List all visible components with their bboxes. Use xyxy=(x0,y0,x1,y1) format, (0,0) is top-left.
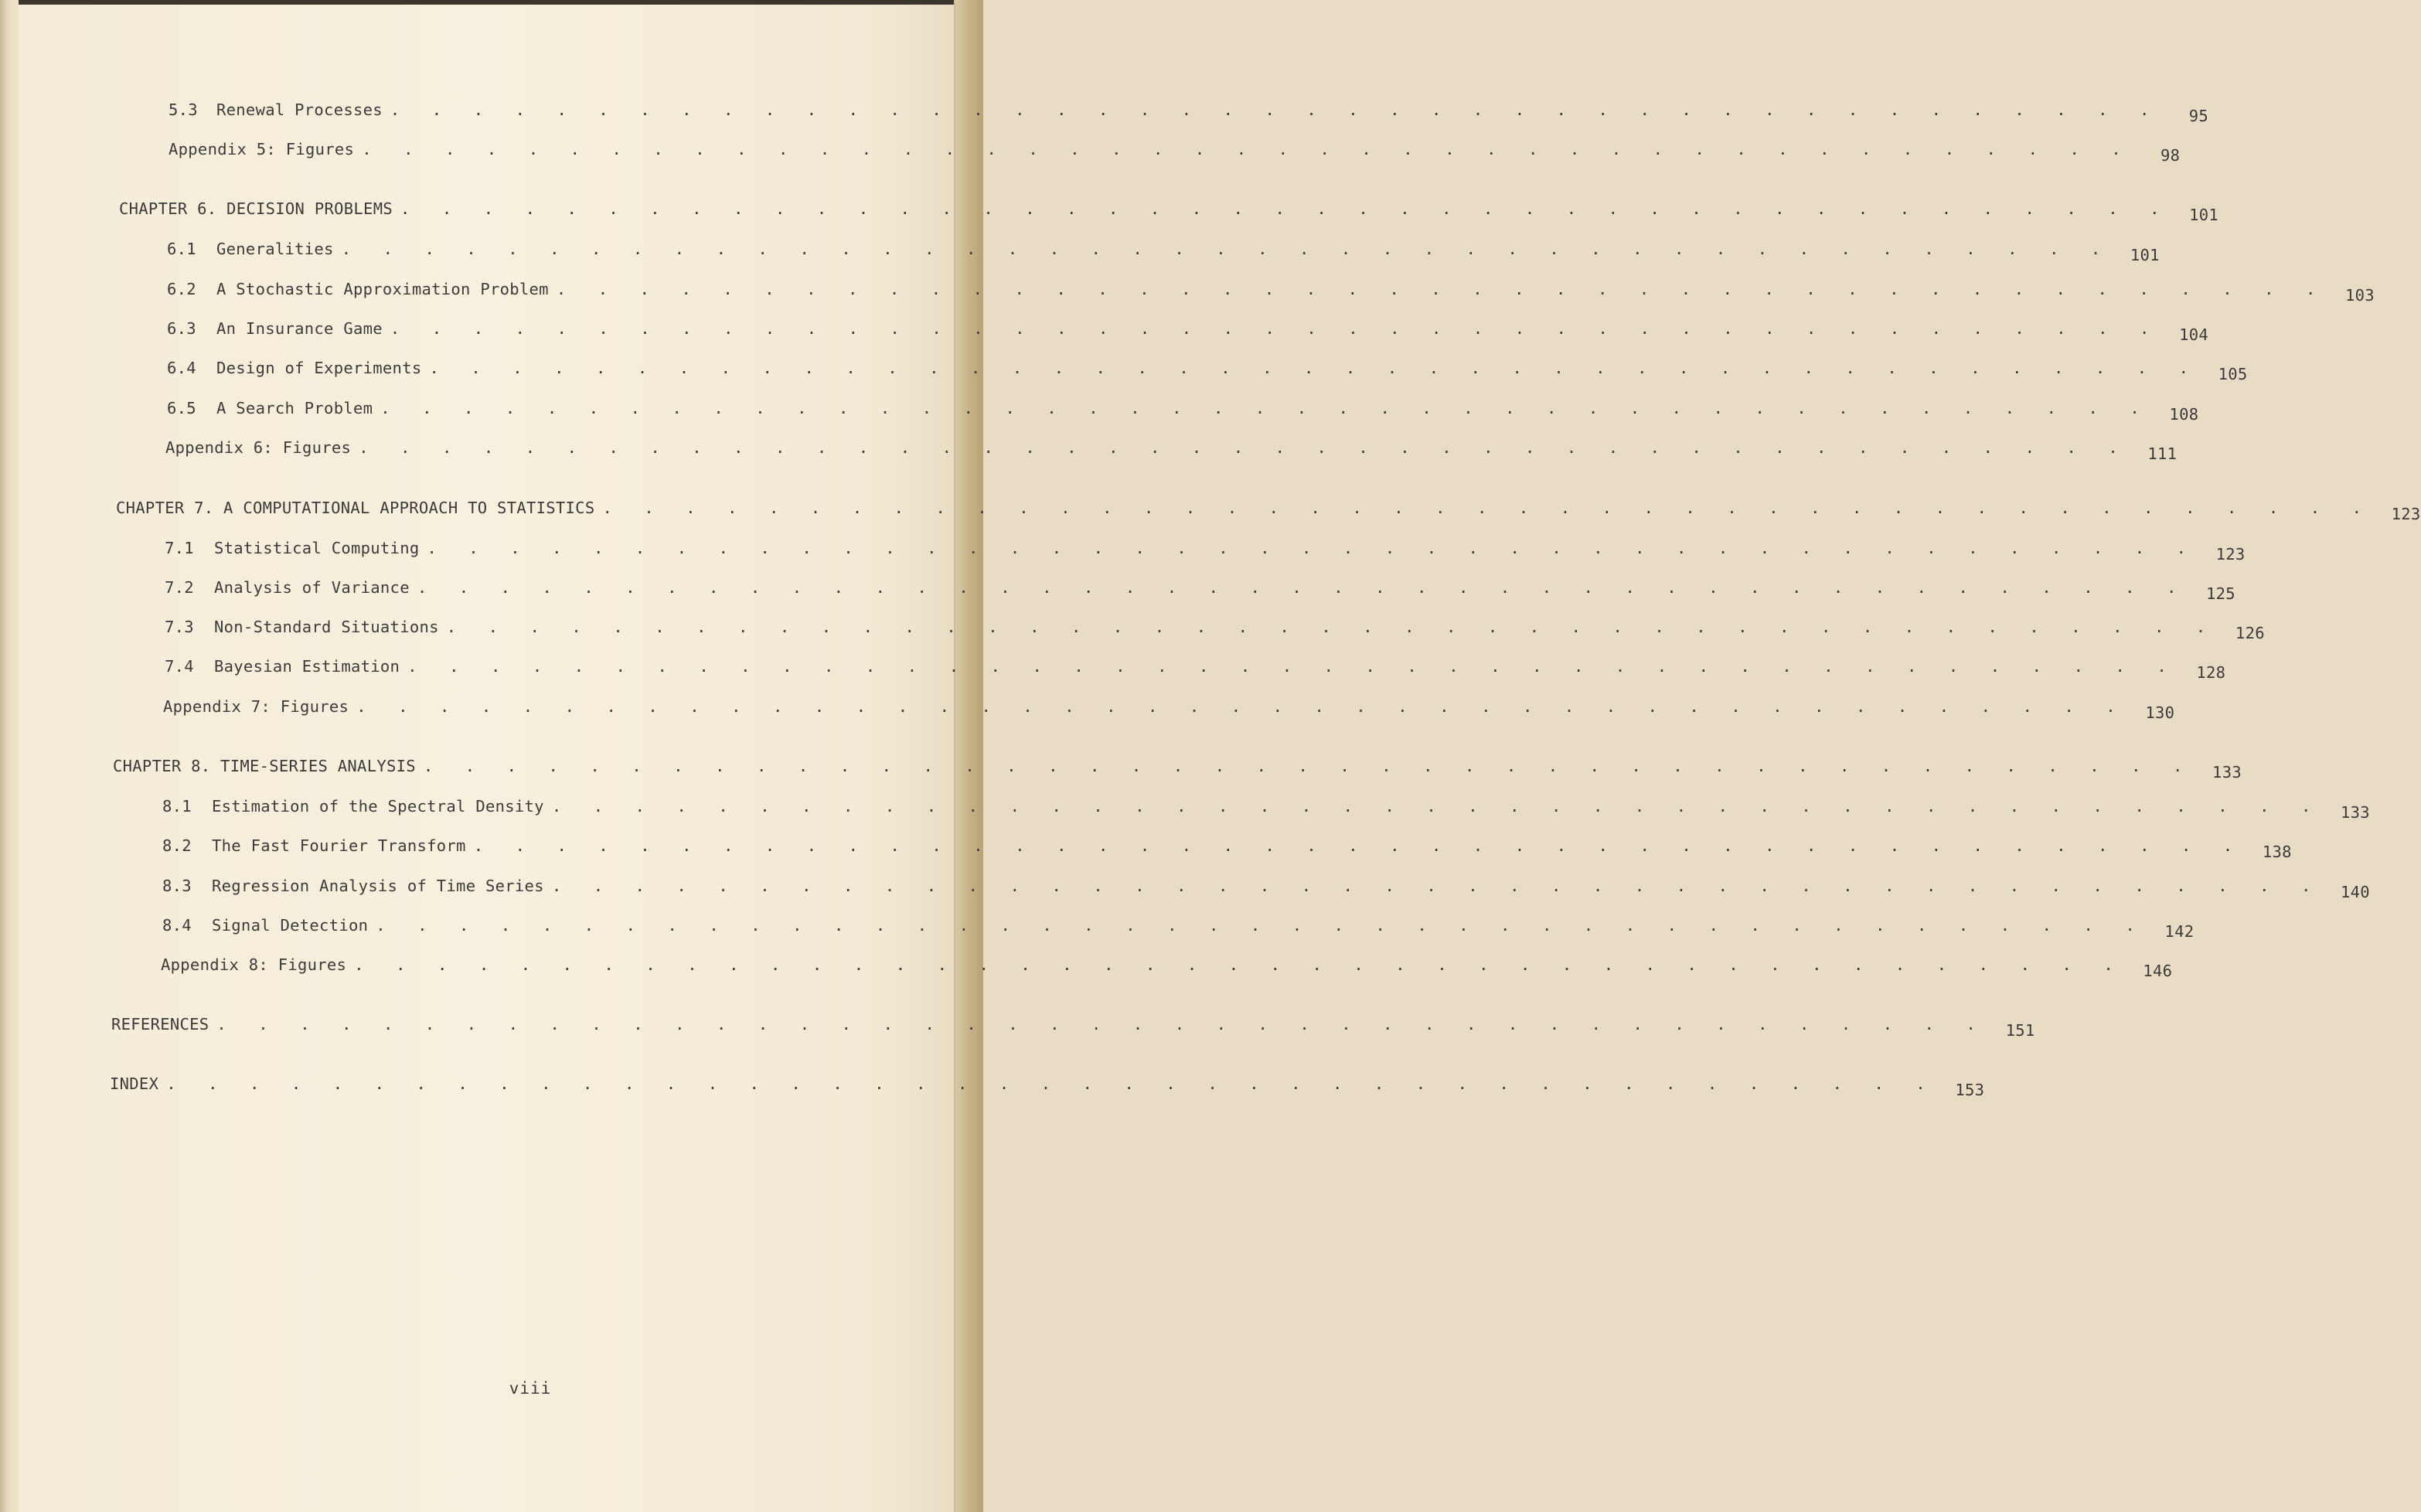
toc-entry xyxy=(169,140,2181,165)
page-folio: viii xyxy=(509,1379,552,1398)
toc-entry-title: CHAPTER 8. TIME-SERIES ANALYSIS xyxy=(113,757,416,775)
toc-entry-number: 6.1 xyxy=(167,240,196,258)
toc-entry-label xyxy=(167,359,421,377)
toc-entry-number: 8.4 xyxy=(162,916,192,935)
toc-entry-label xyxy=(167,319,383,338)
toc-entry-title: A Search Problem xyxy=(216,399,373,417)
toc-entry-label xyxy=(165,578,410,597)
toc-entry-label xyxy=(167,399,373,417)
toc-entry-label xyxy=(162,916,368,935)
toc-entry-title: Renewal Processes xyxy=(216,100,383,119)
toc-entry xyxy=(162,877,2370,901)
toc-entry-number: 5.3 xyxy=(169,100,198,119)
toc-entry-number: 8.3 xyxy=(162,877,192,895)
toc-entry xyxy=(162,916,2195,941)
toc-entry xyxy=(167,399,2199,424)
toc-entry xyxy=(167,240,2160,264)
toc-entry-page: 111 xyxy=(2147,444,2178,463)
toc-entry-page: 142 xyxy=(2164,922,2195,941)
toc-entry xyxy=(161,955,2173,980)
toc-entry-number: 8.2 xyxy=(162,836,192,855)
toc-entry-page: 128 xyxy=(2196,663,2226,682)
leader-dots: . . . . . . . . . . . . . . . . . . . . . . . . . . . . . . . . . . . . . . . . . . . xyxy=(354,955,2125,974)
toc-entry-title: A Stochastic Approximation Problem xyxy=(216,280,549,298)
toc-entry-label xyxy=(167,240,334,258)
toc-entry-number: 8.1 xyxy=(162,797,192,816)
leader-dots: . . . . . . . . . . . . . . . . . . . . . . . . . . . . . . . . . . . . . . . . . . . xyxy=(216,1015,1987,1034)
toc-entry-label xyxy=(110,1074,158,1093)
toc-entry-label xyxy=(165,618,439,636)
toc-entry xyxy=(163,697,2175,722)
toc-entry-number: 6.2 xyxy=(167,280,196,298)
leader-dots: . . . . . . . . . . . . . . . . . . . . . . . . . . . . . . . . . . . . . . . . . . . xyxy=(423,757,2194,775)
toc-entry-title: Bayesian Estimation xyxy=(214,657,400,676)
toc-entry-page: 103 xyxy=(2344,286,2375,305)
toc-entry-number: 6.4 xyxy=(167,359,196,377)
toc-entry-page: 133 xyxy=(2212,763,2242,782)
toc-entry xyxy=(165,618,2265,642)
toc-entry-page: 123 xyxy=(2391,505,2421,523)
leader-dots: . . . . . . . . . . . . . . . . . . . . . . . . . . . . . . . . . . . . . . . . . . . xyxy=(417,578,2188,597)
leader-dots: . . . . . . . . . . . . . . . . . . . . . . . . . . . . . . . . . . . . . . . . . . . xyxy=(362,140,2133,158)
toc-entry-number: 6.5 xyxy=(167,399,196,417)
leader-dots: . . . . . . . . . . . . . . . . . . . . . . . . . . . . . . . . . . . . . . . . . . . xyxy=(390,319,2161,338)
toc-entry-page: 140 xyxy=(2340,883,2370,901)
toc-entry-title: CHAPTER 6. DECISION PROBLEMS xyxy=(119,199,393,218)
toc-entry xyxy=(169,100,2208,125)
leader-dots: . . . . . . . . . . . . . . . . . . . . . . . . . . . . . . . . . . . . . . . . . . . xyxy=(446,618,2217,636)
leader-dots: . . . . . . . . . . . . . . . . . . . . . . . . . . . . . . . . . . . . . . . . . . . xyxy=(166,1074,1937,1093)
leader-dots: . . . . . . . . . . . . . . . . . . . . . . . . . . . . . . . . . . . . . . . . . . . xyxy=(429,359,2200,377)
toc-entry xyxy=(165,657,2226,682)
toc-entry-title: INDEX xyxy=(110,1074,159,1093)
toc-entry-label xyxy=(111,1015,209,1034)
toc-entry-label xyxy=(162,797,544,816)
toc-entry xyxy=(165,539,2246,564)
toc-entry-label xyxy=(162,836,466,855)
toc-entry xyxy=(167,280,2375,305)
toc-entry-page: 104 xyxy=(2179,325,2208,344)
leader-dots: . . . . . . . . . . . . . . . . . . . . . . . . . . . . . . . . . . . . . . . . . . . xyxy=(602,499,2373,517)
toc-entry xyxy=(167,319,2208,344)
toc-entry xyxy=(167,359,2248,383)
toc-entry-title: Appendix 8: Figures xyxy=(161,955,347,974)
toc-entry xyxy=(113,757,2242,782)
toc-entry-label xyxy=(165,539,419,557)
toc-entry-label xyxy=(119,199,393,218)
toc-entry xyxy=(111,1015,2035,1040)
toc-entry-title: Non-Standard Situations xyxy=(214,618,439,636)
toc-entry-title: Statistical Computing xyxy=(214,539,420,557)
toc-entry-label xyxy=(165,657,400,676)
leader-dots: . . . . . . . . . . . . . . . . . . . . . . . . . . . . . . . . . . . . . . . . . . . xyxy=(551,877,2322,895)
toc-entry-label xyxy=(169,140,354,158)
toc-entry-page: 108 xyxy=(2169,405,2199,424)
toc-entry-title: Regression Analysis of Time Series xyxy=(212,877,544,895)
leader-dots: . . . . . . . . . . . . . . . . . . . . . . . . . . . . . . . . . . . . . . . . . . . xyxy=(400,199,2171,218)
toc-entry xyxy=(165,438,2178,463)
toc-entry-page: 151 xyxy=(2005,1021,2035,1040)
toc-entry-page: 130 xyxy=(2145,703,2175,722)
toc-entry-label xyxy=(165,438,351,457)
toc-entry-number: 6.3 xyxy=(167,319,196,338)
toc-entry-title: Generalities xyxy=(216,240,334,258)
toc-entry-label xyxy=(163,697,349,716)
leader-dots: . . . . . . . . . . . . . . . . . . . . . . . . . . . . . . . . . . . . . . . . . . . xyxy=(407,657,2178,676)
toc-entry-label xyxy=(116,499,594,517)
toc-entry xyxy=(162,836,2292,861)
toc-entry-title: REFERENCES xyxy=(111,1015,209,1034)
toc-entry-number: 7.1 xyxy=(165,539,194,557)
leader-dots: . . . . . . . . . . . . . . . . . . . . . . . . . . . . . . . . . . . . . . . . . . . xyxy=(556,280,2327,298)
toc-entry-title: Appendix 7: Figures xyxy=(163,697,349,716)
toc-entry-title: The Fast Fourier Transform xyxy=(212,836,466,855)
toc-entry-number: 7.2 xyxy=(165,578,194,597)
toc-entry-page: 133 xyxy=(2340,803,2370,822)
leader-dots: . . . . . . . . . . . . . . . . . . . . . . . . . . . . . . . . . . . . . . . . . . . xyxy=(356,697,2127,716)
toc-entry-title: CHAPTER 7. A COMPUTATIONAL APPROACH TO STATISTICS xyxy=(116,499,595,517)
toc-entry-title: Signal Detection xyxy=(212,916,369,935)
leader-dots: . . . . . . . . . . . . . . . . . . . . . . . . . . . . . . . . . . . . . . . . . . . xyxy=(341,240,2112,258)
toc-entry xyxy=(165,578,2235,603)
toc-entry-page: 98 xyxy=(2160,146,2181,165)
toc-entry-label xyxy=(162,877,544,895)
toc-entry-title: Appendix 5: Figures xyxy=(169,140,355,158)
toc-entry xyxy=(119,199,2219,224)
leader-dots: . . . . . . . . . . . . . . . . . . . . . . . . . . . . . . . . . . . . . . . . . . . xyxy=(359,438,2130,457)
toc-entry-page: 123 xyxy=(2215,545,2246,564)
toc-entry-page: 153 xyxy=(1955,1081,1985,1099)
toc-entry xyxy=(110,1074,1985,1099)
toc-entry xyxy=(116,499,2421,523)
toc-entry-page: 138 xyxy=(2262,843,2292,861)
toc-entry-label xyxy=(167,280,549,298)
leader-dots: . . . . . . . . . . . . . . . . . . . . . . . . . . . . . . . . . . . . . . . . . . . xyxy=(376,916,2147,935)
toc-entry-title: Appendix 6: Figures xyxy=(165,438,352,457)
toc-entry-label xyxy=(161,955,346,974)
leader-dots: . . . . . . . . . . . . . . . . . . . . . . . . . . . . . . . . . . . . . . . . . . . xyxy=(380,399,2151,417)
toc-entry-page: 105 xyxy=(2218,365,2248,383)
toc-entry-page: 146 xyxy=(2143,962,2173,980)
toc-entry-title: Analysis of Variance xyxy=(214,578,410,597)
toc-entry-number: 7.3 xyxy=(165,618,194,636)
toc-entry-page: 101 xyxy=(2130,246,2160,264)
toc-entry-page: 101 xyxy=(2189,206,2219,224)
toc-entry-title: An Insurance Game xyxy=(216,319,383,338)
toc-entry-title: Estimation of the Spectral Density xyxy=(212,797,544,816)
toc-entry-label xyxy=(169,100,383,119)
toc-entry-title: Design of Experiments xyxy=(216,359,422,377)
leader-dots: . . . . . . . . . . . . . . . . . . . . . . . . . . . . . . . . . . . . . . . . . . . xyxy=(473,836,2244,855)
leader-dots: . . . . . . . . . . . . . . . . . . . . . . . . . . . . . . . . . . . . . . . . . . . xyxy=(390,100,2161,119)
toc-entry-number: 7.4 xyxy=(165,657,194,676)
toc-entry xyxy=(162,797,2370,822)
toc-entry-page: 125 xyxy=(2205,584,2235,603)
leader-dots: . . . . . . . . . . . . . . . . . . . . . . . . . . . . . . . . . . . . . . . . . . . xyxy=(427,539,2198,557)
leader-dots: . . . . . . . . . . . . . . . . . . . . . . . . . . . . . . . . . . . . . . . . . . . xyxy=(551,797,2322,816)
toc-entry-page: 126 xyxy=(2235,624,2265,642)
toc-entry-page: 95 xyxy=(2188,107,2208,125)
toc-entry-label xyxy=(113,757,416,775)
